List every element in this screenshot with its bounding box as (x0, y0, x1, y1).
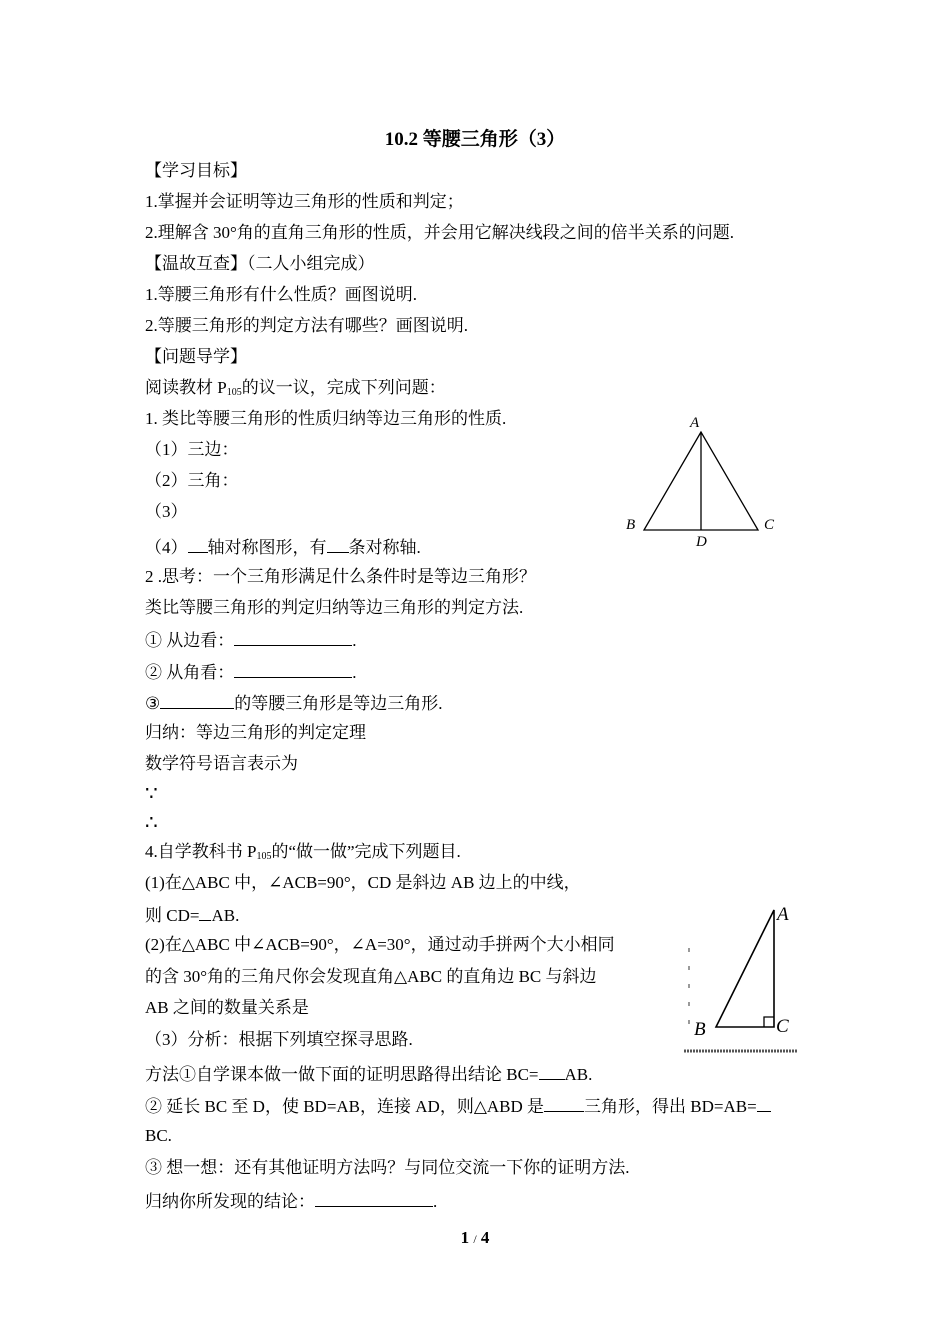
review-1: 1.等腰三角形有什么性质？画图说明. (145, 285, 417, 304)
problem-3: （3）分析：根据下列填空探寻思路. (145, 1030, 413, 1049)
vertex-label-a: A (690, 415, 700, 431)
goal-1: 1.掌握并会证明等边三角形的性质和判定； (145, 192, 464, 211)
blank (234, 660, 352, 678)
vertex-label-b: B (626, 517, 636, 533)
method-2: ② 延长 BC 至 D，使 BD=AB，连接 AD，则△ABD 是 三角形，得出 BD=AB= (145, 1094, 771, 1118)
question-1-item-3: （3） (145, 502, 188, 521)
blank (539, 1062, 565, 1080)
criterion-sides: ① 从边看： . (145, 628, 357, 652)
question-2: 2 .思考：一个三角形满足什么条件时是等边三角形？ (145, 567, 536, 586)
method-3: ③ 想一想：还有其他证明方法吗？与同位交流一下你的证明方法. (145, 1158, 630, 1177)
question-1-item-1: （1）三边： (145, 440, 239, 459)
section-heading-review: 【温故互查】（二人小组完成） (145, 254, 375, 273)
goal-2: 2.理解含 30°角的直角三角形的性质，并会用它解决线段之间的倍半关系的问题. (145, 223, 735, 242)
question-1-item-2: （2）三角： (145, 471, 239, 490)
blank (199, 903, 211, 921)
summary-symbolic: 数学符号语言表示为 (145, 754, 298, 773)
method-2-cont: BC. (145, 1126, 172, 1145)
reading-instruction: 阅读教材 $P_{105}$的议一议，完成下列问题： (145, 378, 446, 398)
problem-2-line-2: 的含 30°角的三角尺你会发现直角△ABC 的直角边 BC 与斜边 (145, 967, 597, 986)
blank (315, 1189, 433, 1207)
problem-2-line-3: AB 之间的数量关系是 (145, 998, 309, 1017)
conclusion: 归纳你所发现的结论： . (145, 1189, 437, 1213)
question-1: 1. 类比等腰三角形的性质归纳等边三角形的性质. (145, 409, 507, 428)
problem-1-answer: 则 CD= AB. (145, 903, 239, 927)
question-1-item-4: （4） 轴对称图形，有 条对称轴. (145, 535, 421, 559)
vertex-label-b: B (694, 1019, 706, 1040)
vertex-label-a: A (777, 904, 789, 925)
criterion-3: ③ 的等腰三角形是等边三角形. (145, 691, 443, 715)
blank (234, 628, 352, 646)
section-heading-goals: 【学习目标】 (145, 161, 247, 180)
right-triangle-figure (680, 898, 805, 1058)
blank (327, 535, 349, 553)
vertex-label-c: C (764, 517, 775, 533)
because-symbol: ∵ (145, 783, 158, 805)
criterion-angles: ② 从角看： . (145, 660, 357, 684)
problem-1: (1)在△ABC 中，∠ACB=90°，CD 是斜边 AB 边上的中线， (145, 873, 581, 892)
therefore-symbol: ∴ (145, 812, 158, 834)
summary-theorem: 归纳：等边三角形的判定定理 (145, 723, 366, 742)
page-number: 1 / 4 (460, 1228, 490, 1247)
blank (188, 535, 208, 553)
blank (757, 1094, 771, 1112)
method-1: 方法①自学课本做一做下面的证明思路得出结论 BC= AB. (145, 1062, 592, 1086)
equilateral-triangle-figure (620, 408, 790, 553)
question-4: 4.自学教科书 $P_{105}$的“做一做”完成下列题目. (145, 842, 461, 862)
point-label-d: D (696, 534, 707, 550)
section-heading-guide: 【问题导学】 (145, 347, 247, 366)
blank (544, 1094, 584, 1112)
problem-2: (2)在△ABC 中∠ACB=90°，∠A=30°，通过动手拼两个大小相同 (145, 935, 615, 954)
vertex-label-c: C (776, 1016, 789, 1037)
page-title: 10.2 等腰三角形（3） (384, 129, 566, 150)
blank (160, 691, 234, 709)
question-2-instruction: 类比等腰三角形的判定归纳等边三角形的判定方法. (145, 598, 524, 617)
review-2: 2.等腰三角形的判定方法有哪些？画图说明. (145, 316, 468, 335)
